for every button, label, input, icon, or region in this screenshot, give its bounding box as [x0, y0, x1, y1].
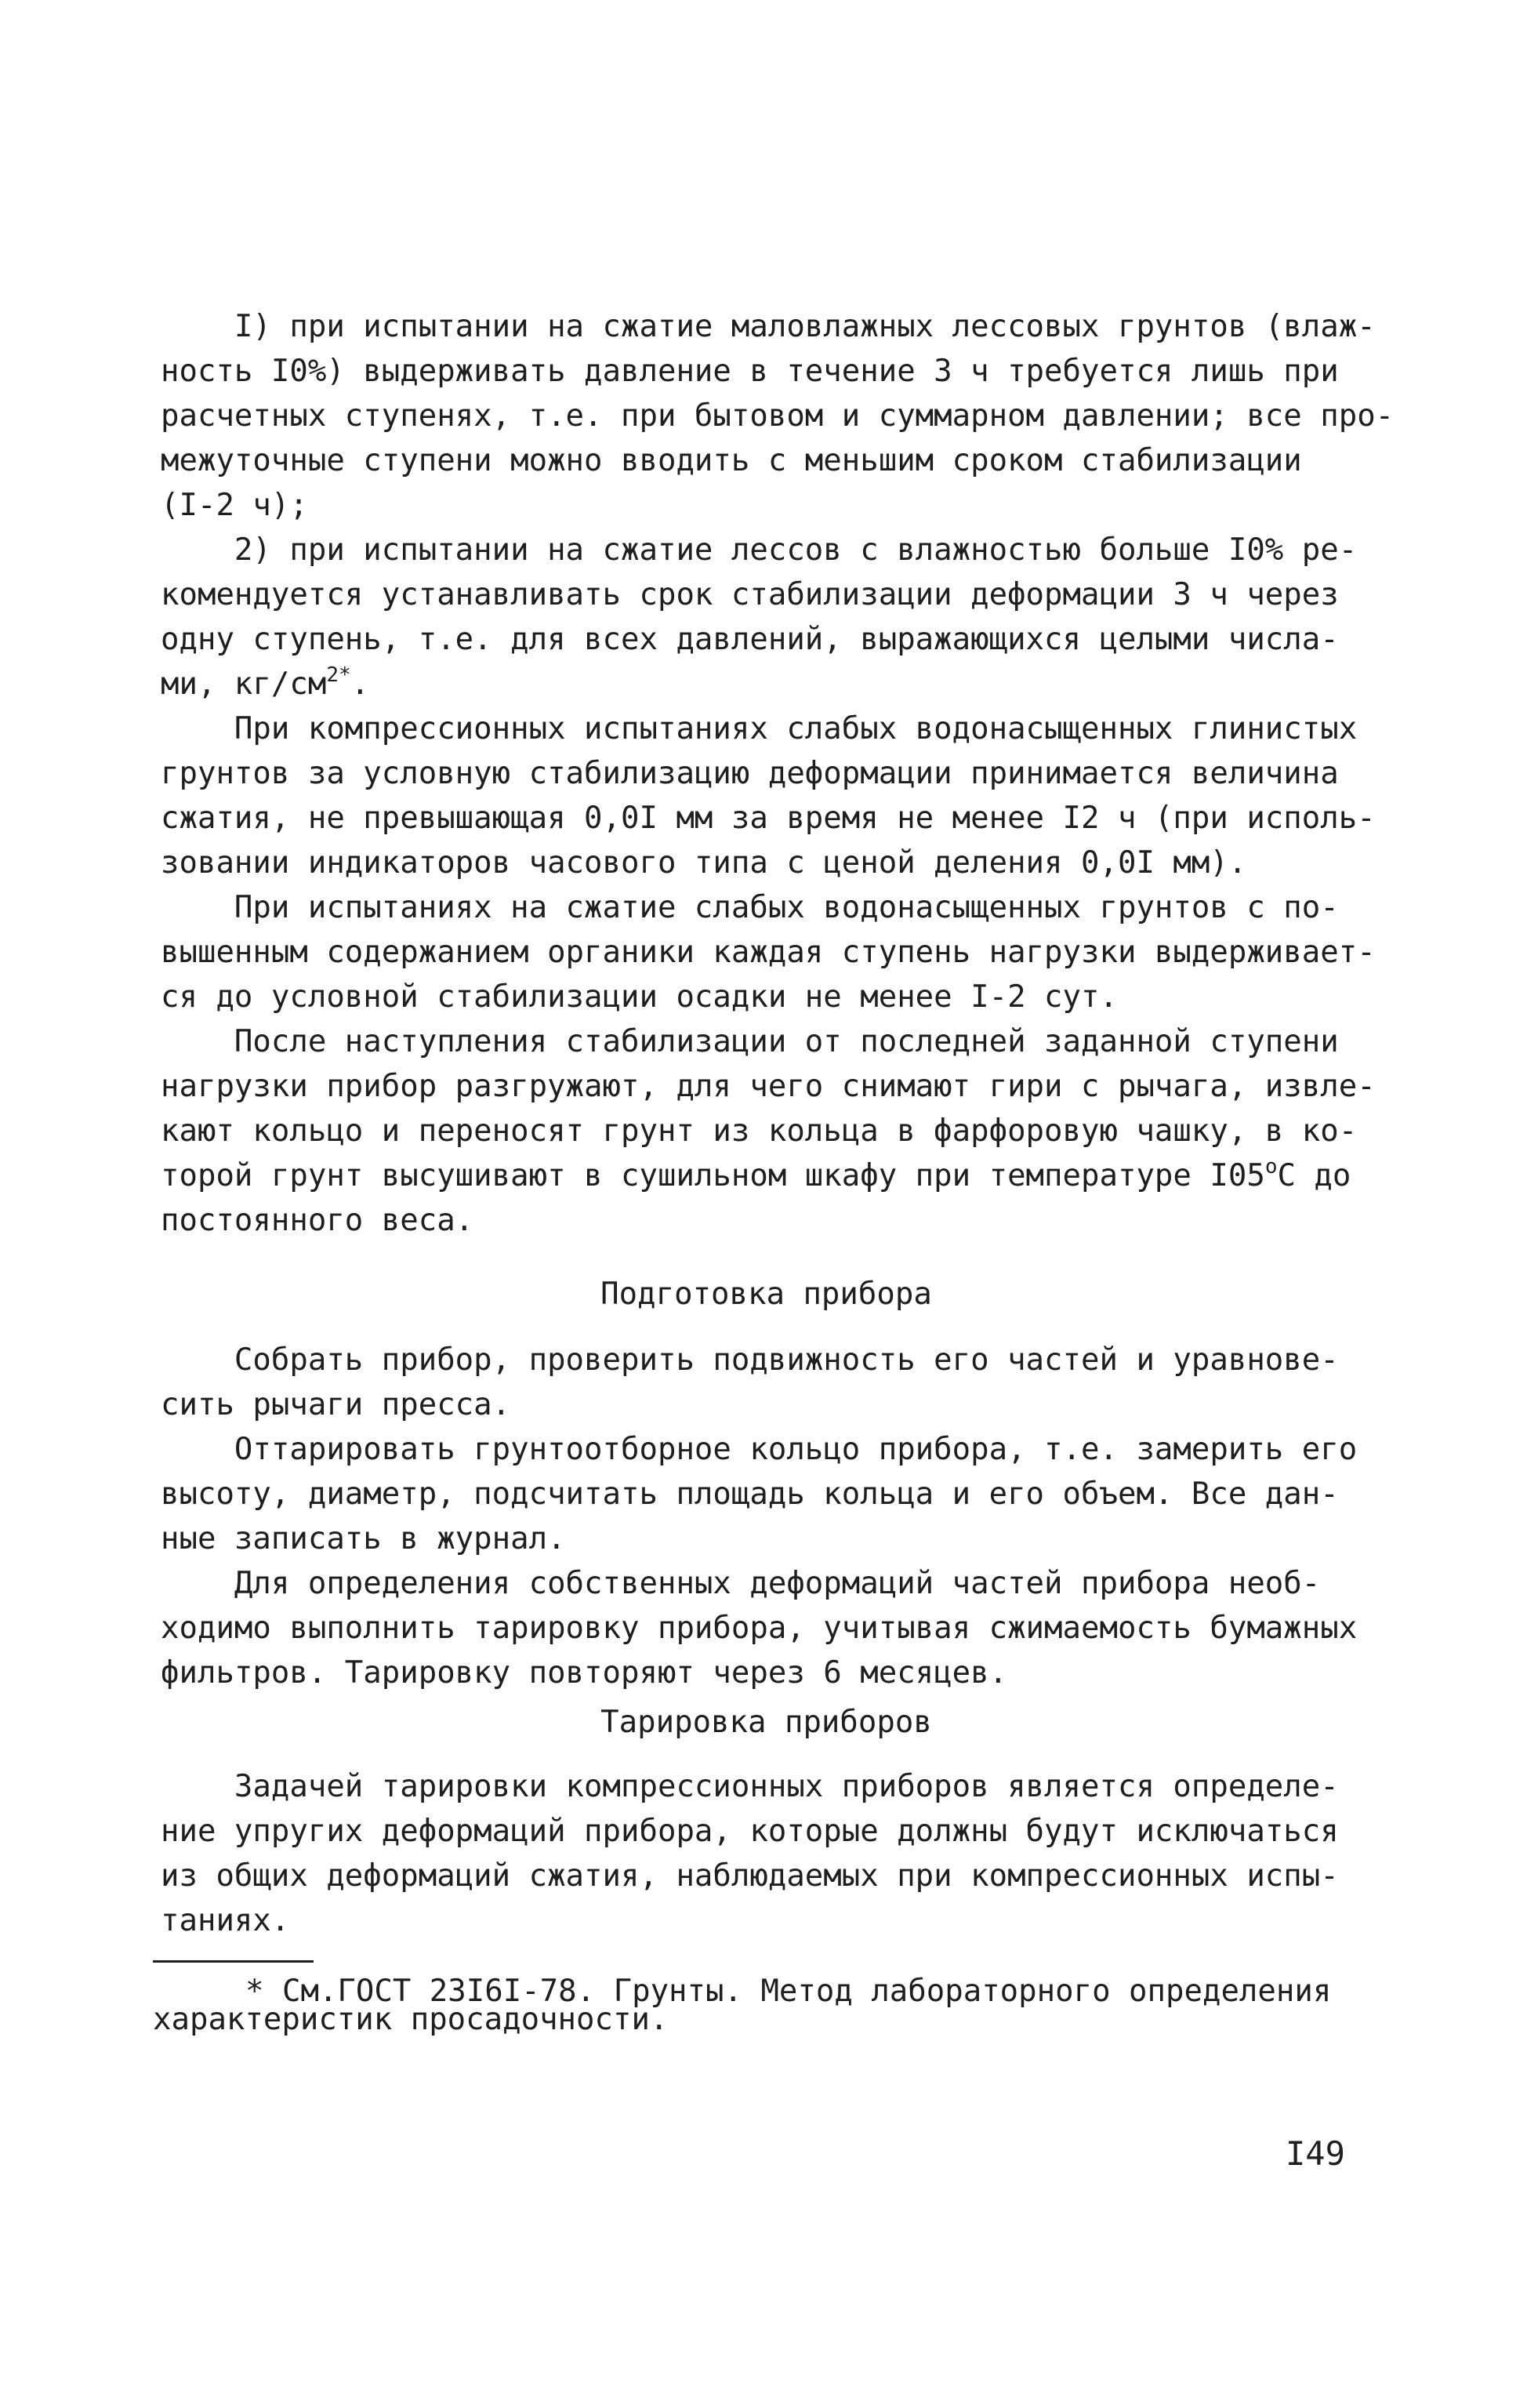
footnote-marker: *	[245, 1974, 264, 2009]
text-line: высоту, диаметр, подсчитать площадь кольца и его объем. Все дан-	[161, 1476, 1339, 1512]
text-line: из общих деформаций сжатия, наблюдаемых при компрессионных испы-	[161, 1858, 1339, 1894]
text-fragment: С до	[1277, 1158, 1351, 1193]
text-line: При компрессионных испытаниях слабых водонасыщенных глинистых	[161, 711, 1358, 746]
text-line: ные записать в журнал.	[161, 1521, 566, 1556]
footnote	[153, 1974, 1376, 2037]
body-text-middle	[161, 1338, 1372, 1695]
body-text-bottom	[161, 1764, 1372, 1943]
footnote-line: характеристик просадочности.	[153, 2002, 669, 2037]
text-line: ся до условной стабилизации осадки не менее I-2 сут.	[161, 979, 1118, 1015]
text-line: кают кольцо и переносят грунт из кольца в фарфоровую чашку, в ко-	[161, 1113, 1358, 1149]
text-fragment: .	[350, 666, 370, 702]
text-line: Для определения собственных деформаций частей прибора необ-	[161, 1566, 1321, 1601]
degree-superscript: о	[1264, 1155, 1278, 1179]
text-line: ние упругих деформаций прибора, которые должны будут исключаться	[161, 1814, 1339, 1849]
text-fragment: ми, кг/см	[161, 666, 327, 702]
text-line-with-superscript	[161, 1153, 1372, 1198]
text-line: I) при испытании на сжатие маловлажных лессовых грунтов (влаж-	[161, 309, 1376, 344]
text-line: Собрать прибор, проверить подвижность его частей и уравнове-	[161, 1342, 1339, 1378]
text-line: Задачей тарировки компрессионных приборов является определе-	[161, 1769, 1339, 1804]
text-line: фильтров. Тарировку повторяют через 6 месяцев.	[161, 1655, 1008, 1691]
text-line: 2) при испытании на сжатие лессов с влажностью больше I0% ре-	[161, 532, 1358, 568]
text-line: комендуется устанавливать срок стабилизации деформации 3 ч через	[161, 577, 1339, 612]
text-line: сжатия, не превышающая 0,0I мм за время не менее I2 ч (при исполь-	[161, 801, 1376, 836]
text-line: После наступления стабилизации от последней заданной ступени	[161, 1024, 1339, 1059]
text-line: таниях.	[161, 1903, 290, 1938]
text-line: Оттарировать грунтоотборное кольцо прибора, т.е. замерить его	[161, 1432, 1358, 1467]
text-line: (I-2 ч);	[161, 488, 308, 523]
text-line: одну ступень, т.е. для всех давлений, выражающихся целыми числа-	[161, 622, 1339, 657]
text-line: сить рычаги пресса.	[161, 1387, 511, 1422]
text-line: расчетных ступенях, т.е. при бытовом и суммарном давлении; все про-	[161, 398, 1395, 434]
text-line: вышенным содержанием органики каждая ступень нагрузки выдерживает-	[161, 935, 1376, 970]
text-line: зовании индикаторов часового типа с ценой деления 0,0I мм).	[161, 845, 1247, 881]
text-line: межуточные ступени можно вводить с меньшим сроком стабилизации	[161, 443, 1302, 478]
page-number: I49	[1286, 2134, 1345, 2173]
body-text-top	[161, 304, 1395, 1243]
text-line: При испытаниях на сжатие слабых водонасыщенных грунтов с по-	[161, 890, 1339, 925]
section-heading-calibration: Тарировка приборов	[600, 1705, 932, 1740]
superscript: 2*	[326, 663, 351, 687]
footnote-divider	[153, 1960, 314, 1963]
text-line: постоянного веса.	[161, 1203, 474, 1238]
text-line-with-superscript	[161, 662, 1372, 706]
section-heading-preparation: Подготовка прибора	[600, 1277, 932, 1312]
text-line: грунтов за условную стабилизацию деформации принимается величина	[161, 756, 1339, 791]
footnote-text: См.ГОСТ 23I6I-78. Грунты. Метод лабораторного определения	[263, 1974, 1332, 2009]
text-fragment: торой грунт высушивают в сушильном шкафу при температуре I05	[161, 1158, 1265, 1193]
text-line: нагрузки прибор разгружают, для чего снимают гири с рычага, извле-	[161, 1069, 1376, 1104]
text-line: ходимо выполнить тарировку прибора, учитывая сжимаемость бумажных	[161, 1611, 1358, 1646]
text-line: ность I0%) выдерживать давление в течение 3 ч требуется лишь при	[161, 354, 1339, 389]
